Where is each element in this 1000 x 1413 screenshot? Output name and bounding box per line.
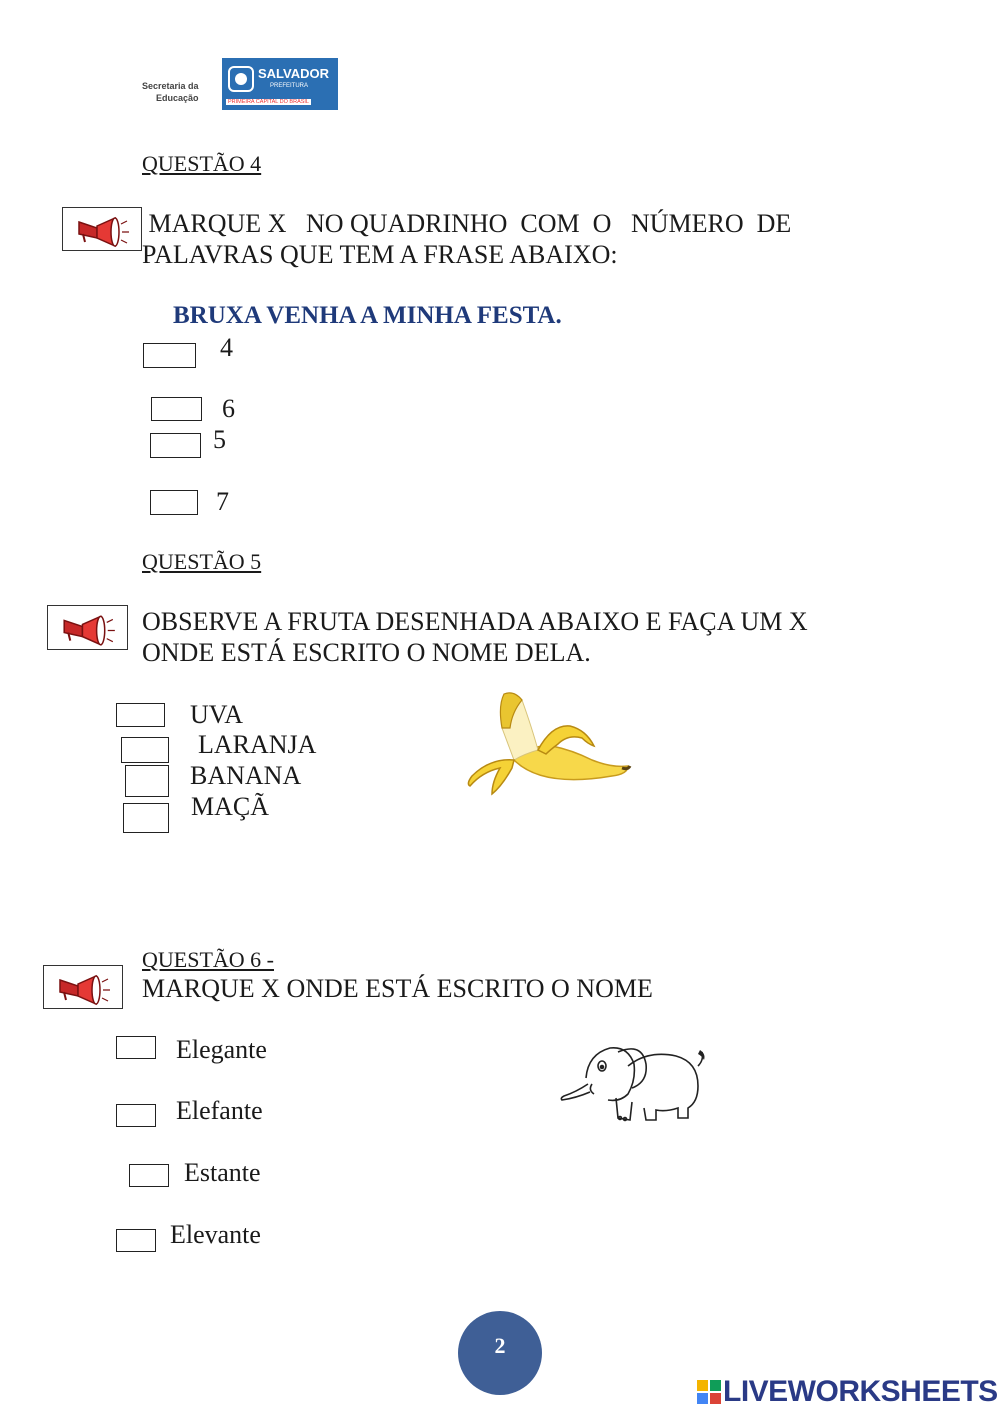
lws-tiles-icon — [697, 1380, 721, 1404]
q6-checkbox-3[interactable] — [129, 1164, 169, 1187]
q4-instruction-line2: PALAVRAS QUE TEM A FRASE ABAIXO: — [142, 240, 618, 269]
q5-checkbox-1[interactable] — [116, 703, 165, 727]
secretaria-line2: Educação — [156, 93, 199, 103]
q5-instruction — [142, 606, 872, 668]
secretaria-logo — [142, 80, 220, 104]
q4-sentence: BRUXA VENHA A MINHA FESTA. — [173, 302, 562, 329]
banana-image — [462, 688, 632, 800]
liveworksheets-logo — [697, 1375, 998, 1409]
q6-option-1: Elegante — [176, 1035, 267, 1064]
brand-sub: PREFEITURA — [270, 83, 309, 89]
q5-checkbox-4[interactable] — [123, 803, 169, 833]
q4-checkbox-2[interactable] — [151, 397, 202, 421]
q6-option-2: Elefante — [176, 1096, 263, 1125]
q4-audio-button[interactable] — [62, 207, 142, 251]
q6-instruction: MARQUE X ONDE ESTÁ ESCRITO O NOME — [142, 974, 653, 1003]
q4-instruction-line1: MARQUE X NO QUADRINHO COM O NÚMERO DE — [142, 209, 792, 238]
q4-checkbox-4[interactable] — [150, 490, 198, 515]
brand-name: SALVADOR — [258, 66, 330, 81]
brand-tagline: PRIMEIRA CAPITAL DO BRASIL — [228, 99, 309, 105]
q6-title: QUESTÃO 6 - — [142, 947, 274, 972]
q5-title: QUESTÃO 5 — [142, 549, 262, 574]
q4-option-1: 4 — [220, 333, 233, 362]
q5-option-3: BANANA — [190, 761, 302, 790]
q4-instruction — [142, 208, 862, 270]
page-number: 2 — [494, 1333, 506, 1358]
q6-checkbox-1[interactable] — [116, 1036, 156, 1059]
q5-option-4: MAÇÃ — [191, 792, 270, 821]
liveworksheets-text: LIVEWORKSHEETS — [723, 1375, 998, 1408]
q4-option-4: 7 — [216, 487, 229, 516]
q6-option-4: Elevante — [170, 1220, 261, 1249]
page-number-badge — [458, 1311, 542, 1395]
q5-option-1: UVA — [190, 700, 243, 729]
q4-checkbox-1[interactable] — [143, 343, 196, 368]
q5-audio-button[interactable] — [47, 605, 128, 650]
secretaria-line1: Secretaria da — [142, 81, 199, 91]
q5-instruction-line1: OBSERVE A FRUTA DESENHADA ABAIXO E FAÇA UM X — [142, 607, 808, 636]
elephant-image — [558, 1036, 708, 1128]
megaphone-icon — [44, 966, 122, 1008]
megaphone-icon — [48, 606, 127, 649]
q4-option-3: 5 — [213, 425, 226, 454]
q4-option-2: 6 — [222, 394, 235, 423]
q4-title: QUESTÃO 4 — [142, 151, 262, 176]
q5-option-2: LARANJA — [198, 730, 317, 759]
q6-option-3: Estante — [184, 1158, 261, 1187]
q4-checkbox-3[interactable] — [150, 433, 201, 458]
salvador-logo — [222, 58, 338, 110]
header-logo — [142, 58, 338, 110]
q6-checkbox-4[interactable] — [116, 1229, 156, 1252]
salvador-emblem-icon — [228, 66, 254, 92]
q5-checkbox-3[interactable] — [125, 765, 169, 797]
q5-checkbox-2[interactable] — [121, 737, 169, 763]
q6-audio-button[interactable] — [43, 965, 123, 1009]
megaphone-icon — [63, 208, 141, 250]
q5-instruction-line2: ONDE ESTÁ ESCRITO O NOME DELA. — [142, 638, 591, 667]
q6-checkbox-2[interactable] — [116, 1104, 156, 1127]
